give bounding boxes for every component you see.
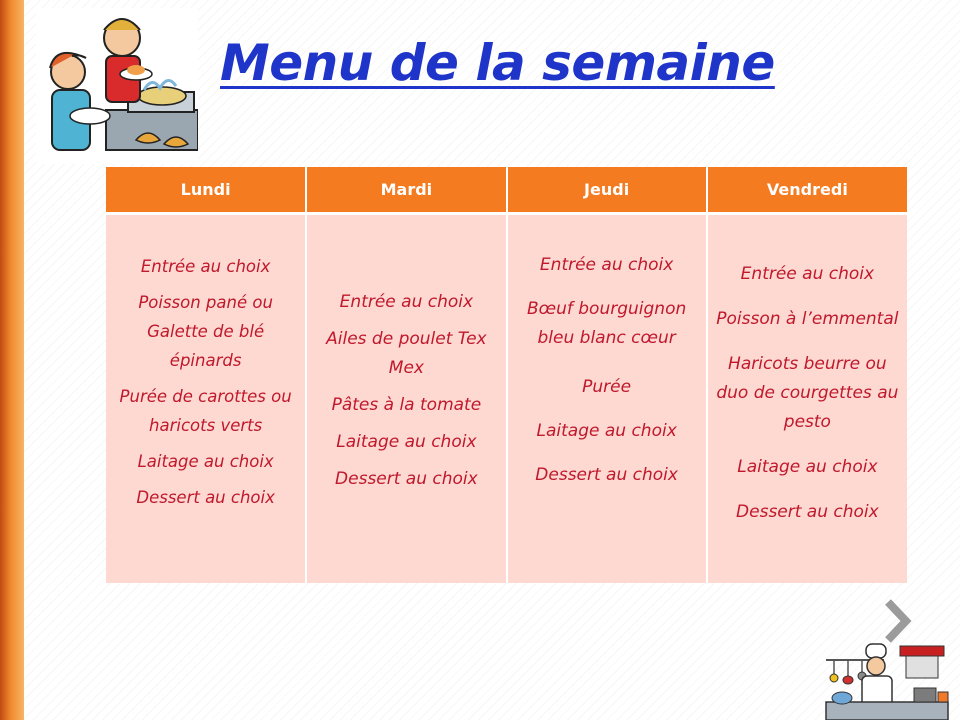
- menu-item: Haricots beurre ou duo de courgettes au pesto: [716, 354, 899, 432]
- menu-item: Purée de carottes ou haricots verts: [119, 387, 292, 435]
- menu-item: Entrée au choix: [339, 292, 474, 312]
- menu-items-jeudi: [508, 215, 706, 490]
- menu-items-vendredi: [708, 215, 907, 527]
- menu-item: Pâtes à la tomate: [331, 395, 482, 415]
- menu-item: Laitage au choix: [137, 452, 274, 471]
- menu-item: Entrée au choix: [140, 257, 271, 276]
- day-header-lundi: Lundi: [106, 167, 306, 214]
- chef-kitchen-image: [822, 640, 952, 720]
- menu-item: Dessert au choix: [535, 465, 678, 485]
- menu-items-lundi: [106, 215, 305, 512]
- menu-item: Laitage au choix: [336, 432, 477, 452]
- kids-serving-food-image: [36, 8, 198, 164]
- menu-cell-lundi: [106, 214, 306, 584]
- menu-header-row: [106, 167, 907, 214]
- menu-item: Dessert au choix: [335, 469, 478, 489]
- left-accent-bar: [0, 0, 24, 720]
- menu-item: Purée: [582, 377, 632, 397]
- day-header-mardi: Mardi: [306, 167, 506, 214]
- menu-body-row: [106, 214, 907, 584]
- day-header-vendredi: Vendredi: [707, 167, 907, 214]
- menu-cell-jeudi: [507, 214, 707, 584]
- chevron-right-icon[interactable]: [884, 598, 914, 644]
- menu-cell-mardi: [306, 214, 506, 584]
- menu-item: Ailes de poulet Tex Mex: [326, 329, 487, 378]
- page-title: Menu de la semaine: [220, 34, 775, 92]
- menu-item: Entrée au choix: [740, 264, 875, 284]
- menu-item: Dessert au choix: [736, 502, 879, 522]
- menu-item: Entrée au choix: [539, 255, 674, 275]
- day-header-jeudi: Jeudi: [507, 167, 707, 214]
- menu-item: Laitage au choix: [536, 421, 677, 441]
- menu-cell-vendredi: [707, 214, 907, 584]
- weekly-menu-table: [106, 167, 907, 583]
- menu-item: Dessert au choix: [136, 488, 275, 507]
- menu-item: Poisson à l’emmental: [716, 309, 899, 329]
- menu-item: Poisson pané ou Galette de blé épinards: [138, 293, 273, 370]
- menu-item: Laitage au choix: [737, 457, 878, 477]
- menu-items-mardi: [307, 215, 505, 494]
- menu-item: Bœuf bourguignon bleu blanc cœur: [526, 299, 687, 348]
